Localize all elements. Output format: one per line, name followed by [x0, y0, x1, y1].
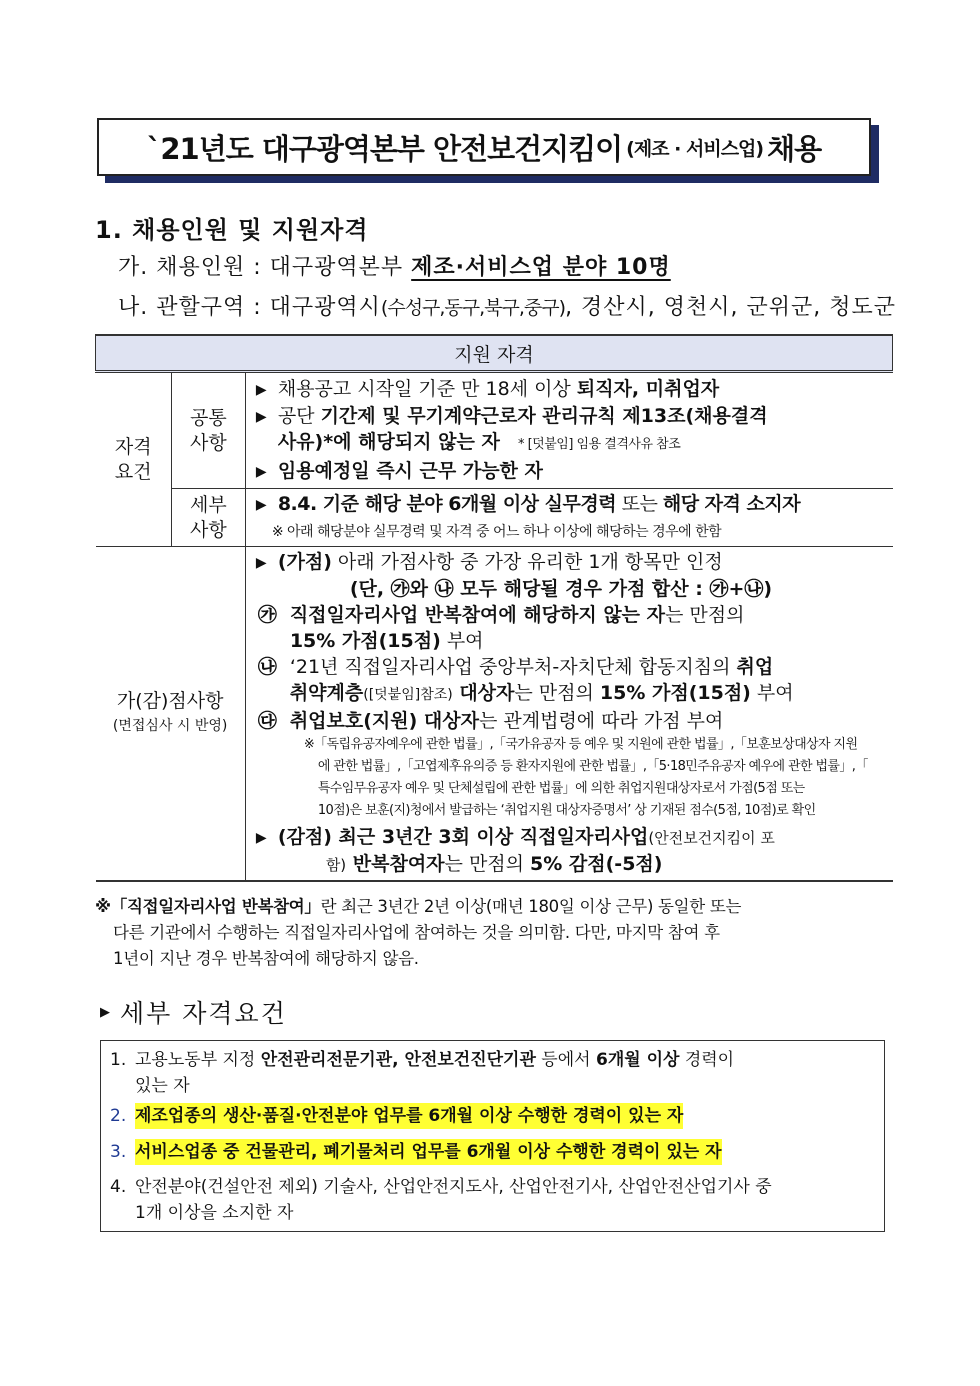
item4-line2: 1개 이상을 소지한 자 [135, 1203, 294, 1223]
list-item [256, 708, 887, 734]
detail-cell [245, 489, 892, 547]
na-line2-small: ([덧붙임]참조) [363, 687, 453, 703]
item1-bold: 안전관리전문기관, 안전보건진단기관 [260, 1050, 536, 1070]
bonus-label-text: 가(감)점사항 [116, 689, 224, 712]
na-line2-bold: 취약계층 [289, 682, 364, 704]
jurisdiction-line [118, 290, 896, 321]
mark-na: ㉯ [257, 656, 277, 678]
minus-small-2: 함) [325, 856, 347, 874]
bonus-combine-note: (단, ㉮와 ㉯ 모두 해당될 경우 가점 합산 : ㉮+㉯) [349, 578, 773, 600]
minus-bold-2: 반복참여자 [346, 853, 445, 875]
footnote-line1: 란 최근 3년간 2년 이상(매년 180일 이상 근무) 동일한 또는 [320, 897, 742, 916]
item1-pre: 고용노동부 지정 [135, 1050, 261, 1070]
veterans-note-4: 10점)은 보훈(지)청에서 발급하는 ‘취업지원 대상자증명서’ 상 기재된 점수(5점, 10점)로 확인 [317, 803, 816, 818]
table-header: 지원 자격 [96, 335, 893, 372]
ga-bold: 직접일자리사업 반복참여에 해당하지 않는 자 [289, 604, 665, 626]
item3-text: 서비스업종 중 건물관리, 폐기물처리 업무를 6개월 이상 수행한 경력이 있는 자 [135, 1139, 722, 1165]
ga-line2-plain: 부여 [440, 630, 484, 652]
jurisdiction-label: 나. 관할구역 : [118, 295, 262, 320]
item4-line1: 안전분야(건설안전 제외) 기술사, 산업안전지도사, 산업안전기사, 산업안전산업기사 중 [135, 1177, 772, 1197]
list-item [256, 549, 887, 576]
list-item [110, 1103, 876, 1129]
title-box [97, 118, 871, 176]
item1-bold2: 6개월 이상 [595, 1050, 680, 1070]
recruit-count-label: 가. 채용인원 : [118, 255, 262, 280]
list-item [256, 654, 887, 708]
bonus-label-sub: (면접심사 시 반영) [112, 717, 228, 734]
list-item [110, 1174, 876, 1226]
bullet-icon: ▶ [255, 497, 267, 513]
bullet-icon: ▶ [255, 555, 267, 571]
list-item [256, 824, 887, 878]
na-line2-plain: 는 만점의 [514, 682, 600, 704]
qual-label-text: 자격 요건 [114, 435, 152, 483]
bonus-plus-text: 아래 가점사항 중 가장 유리한 1개 항목만 인정 [331, 551, 723, 573]
qual-label [96, 372, 172, 547]
list-item [256, 491, 887, 518]
jurisdiction-city: 대구광역시 [269, 295, 381, 320]
item1-post: 경력이 [679, 1050, 735, 1070]
recruit-count-emph: 제조·서비스업 분야 10명 [411, 255, 671, 280]
list-item [256, 376, 887, 403]
list-item [110, 1047, 876, 1099]
veterans-note-3: 특수임무유공자 예우 및 단체설립에 관한 법률」에 의한 취업지원대상자로서 가점(5점 또는 [317, 781, 805, 796]
na-bold: 취업 [736, 656, 774, 678]
triangle-icon: ▶ [100, 1004, 112, 1020]
footnote-line2: 다른 기관에서 수행하는 직접일자리사업에 참여하는 것을 의미함. 다만, 마지막 참여 후 [113, 923, 720, 942]
veterans-note-2: 에 관한 법률」,「고엽제후유의증 등 환자지원에 관한 법률」,「5·18민주유공자 예우에 관한 법률」,「 [317, 759, 868, 774]
qualification-table [95, 334, 893, 882]
detail-note: ※ 아래 해당분야 실무경력 및 자격 중 어느 하나 이상에 해당하는 경우에 한함 [271, 524, 722, 540]
common-1-text: 채용공고 시작일 기준 만 18세 이상 [277, 378, 577, 400]
title-suffix: 채용 [767, 131, 822, 166]
ga-plain: 는 만점의 [665, 604, 745, 626]
mark-ga: ㉮ [257, 604, 277, 626]
common-label [171, 372, 245, 489]
common-2-text: 공단 [277, 405, 321, 427]
item1-mid: 등에서 [535, 1050, 596, 1070]
common-3-bold: 임용예정일 즉시 근무 가능한 자 [277, 460, 543, 482]
jurisdiction-districts: (수성구,동구,북구,중구) [380, 297, 566, 319]
na-plain: ‘21년 직접일자리사업 중앙부처-자치단체 합동지침의 [289, 656, 737, 678]
detail-heading-text: 세부 자격요건 [120, 999, 287, 1028]
da-plain: 는 관계법령에 따라 가점 부여 [478, 710, 724, 732]
minus-small: (안전보건지킴이 포 [648, 829, 775, 847]
veterans-note [256, 734, 887, 822]
common-2b-bold: 사유)*에 해당되지 않는 자 [277, 431, 500, 453]
common-2b-note: * [덧붙임] 임용 결격사유 참조 [517, 437, 681, 452]
list-item [256, 458, 887, 485]
bullet-icon: ▶ [255, 409, 267, 425]
common-cell [245, 372, 892, 489]
section-heading: 1. 채용인원 및 지원자격 [95, 216, 369, 244]
detail-label [171, 489, 245, 547]
da-bold: 취업보호(지원) 대상자 [289, 710, 479, 732]
minus-plain: 는 만점의 [444, 853, 531, 875]
detail-1-bold-b: 해당 자격 소지자 [662, 493, 801, 515]
item-number: 4. [110, 1177, 127, 1197]
detail-heading [100, 994, 287, 1030]
bullet-icon: ▶ [255, 382, 267, 398]
jurisdiction-rest: , 경산시, 영천시, 군위군, 청도군 [565, 295, 897, 320]
veterans-note-1: ※「독립유공자예우에 관한 법률」,「국가유공자 등 예우 및 지원에 관한 법률」,「보훈보상대상자 지원 [303, 737, 858, 752]
bonus-cell [245, 547, 892, 882]
item1-line2: 있는 자 [135, 1076, 190, 1096]
detail-requirements-box [100, 1040, 885, 1232]
footnote-bold: ※「직접일자리사업 반복참여」 [95, 897, 321, 916]
minus-bold: (감점) 최근 3년간 3회 이상 직접일자리사업 [277, 826, 649, 848]
common-1-bold: 퇴직자, 미취업자 [576, 378, 720, 400]
bullet-icon: ▶ [255, 830, 267, 846]
list-item [110, 1139, 876, 1165]
minus-bold-3: 5% 감점(-5점) [530, 853, 663, 875]
footnote-line3: 1년이 지난 경우 반복참여에 해당하지 않음. [113, 949, 419, 968]
title-main: `21년도 대구광역본부 안전보건지킴이 [146, 131, 623, 166]
item2-text: 제조업종의 생산·품질·안전분야 업무를 6개월 이상 수행한 경력이 있는 자 [135, 1103, 683, 1129]
mark-da: ㉰ [257, 710, 277, 732]
na-line2-bold3: 15% 가점(15점) [599, 682, 751, 704]
na-line2-bold2: 대상자 [452, 682, 515, 704]
recruit-count-line [118, 250, 671, 281]
detail-1-bold-a: 8.4. 기준 해당 분야 6개월 이상 실무경력 [277, 493, 617, 515]
item-number: 3. [110, 1142, 127, 1162]
item-number: 1. [110, 1050, 127, 1070]
ga-line2-bold: 15% 가점(15점) [289, 630, 441, 652]
recruit-count-region: 대구광역본부 [269, 255, 404, 280]
bonus-plus-label: (가점) [277, 551, 332, 573]
repeat-participation-note [95, 894, 890, 972]
detail-1-plain: 또는 [616, 493, 663, 515]
na-line2-plain2: 부여 [750, 682, 794, 704]
title-sub: (제조 · 서비스업) [626, 137, 764, 160]
common-label-text: 공통 사항 [190, 406, 227, 454]
bullet-icon: ▶ [255, 464, 267, 480]
common-2-bold: 기간제 및 무기계약근로자 관리규칙 제13조(채용결격 [320, 405, 768, 427]
list-item [256, 602, 887, 654]
detail-label-text: 세부 사항 [190, 493, 227, 541]
bonus-label [96, 547, 246, 882]
list-item [256, 403, 887, 458]
item-number: 2. [110, 1106, 127, 1126]
